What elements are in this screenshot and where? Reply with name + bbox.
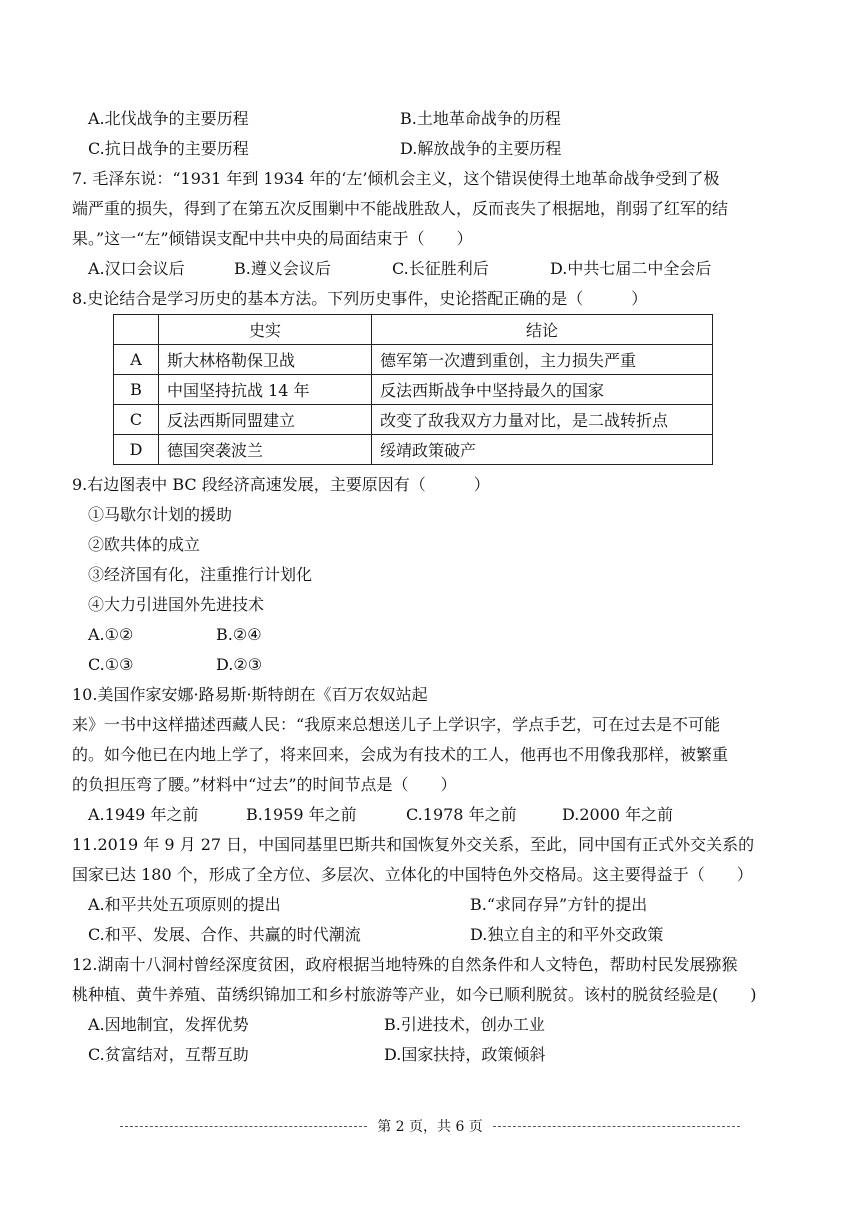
q8-header-fact: 史实: [159, 315, 372, 345]
q9-stem: 9.右边图表中 BC 段经济高速发展，主要原因有（ ）: [72, 475, 490, 494]
q9-item-2: ②欧共体的成立: [88, 535, 201, 554]
q8-row-fact: 斯大林格勒保卫战: [159, 345, 372, 375]
q11-option-a: A.和平共处五项原则的提出: [88, 895, 281, 914]
q11-option-c: C.和平、发展、合作、共赢的时代潮流: [88, 925, 361, 944]
q7-stem-line-1: 7. 毛泽东说：“1931 年到 1934 年的‘左’倾机会主义，这个错误使得土地革命战争受到了极: [72, 169, 720, 188]
q12-stem-line-2: 桃种植、黄牛养殖、苗绣织锦加工和乡村旅游等产业，如今已顺利脱贫。该村的脱贫经验是( ): [72, 985, 757, 1004]
q8-row-letter: D: [114, 435, 159, 465]
q8-row-conclusion: 反法西斯战争中坚持最久的国家: [372, 375, 713, 405]
q12-option-b: B.引进技术，创办工业: [384, 1015, 545, 1034]
q10-option-a: A.1949 年之前: [88, 805, 199, 824]
q8-header-conclusion: 结论: [372, 315, 713, 345]
q7-option-c: C.长征胜利后: [392, 259, 489, 278]
q8-row-fact: 德国突袭波兰: [159, 435, 372, 465]
q11-stem-line-2: 国家已达 180 个，形成了全方位、多层次、立体化的中国特色外交格局。这主要得益于（ ）: [72, 865, 753, 884]
q12-option-a: A.因地制宜，发挥优势: [88, 1015, 249, 1034]
q9-option-b: B.②④: [216, 625, 262, 644]
page-number: 第 2 页，共 6 页: [377, 1119, 483, 1135]
q10-option-c: C.1978 年之前: [406, 805, 517, 824]
q8-row-conclusion: 改变了敌我双方力量对比，是二战转折点: [372, 405, 713, 435]
q8-row-fact: 中国坚持抗战 14 年: [159, 375, 372, 405]
q8-row-letter: B: [114, 375, 159, 405]
q8-table: [113, 314, 713, 465]
footer-divider-left: [120, 1126, 367, 1127]
q10-option-b: B.1959 年之前: [246, 805, 357, 824]
q8-table-header-row: [114, 315, 713, 345]
q7-stem-line-3: 果。”这一“左”倾错误支配中共中央的局面结束于（ ）: [72, 229, 473, 248]
table-row: [114, 405, 713, 435]
q9-item-1: ①马歇尔计划的援助: [88, 505, 233, 524]
q6-option-a: A.北伐战争的主要历程: [88, 109, 249, 128]
q12-option-d: D.国家扶持，政策倾斜: [384, 1045, 546, 1064]
q7-stem-line-2: 端严重的损失，得到了在第五次反围剿中不能战胜敌人，反而丧失了根据地，削弱了红军的结: [72, 199, 729, 218]
q8-row-conclusion: 德军第一次遭到重创，主力损失严重: [372, 345, 713, 375]
q10-stem-line-2: 来》一书中这样描述西藏人民：“我原来总想送儿子上学识字，学点手艺，可在过去是不可能: [72, 715, 721, 734]
q11-option-d: D.独立自主的和平外交政策: [470, 925, 664, 944]
q7-option-b: B.遵义会议后: [234, 259, 331, 278]
q8-row-letter: C: [114, 405, 159, 435]
q6-option-b: B.土地革命战争的历程: [400, 109, 561, 128]
table-row: [114, 375, 713, 405]
q7-option-a: A.汉口会议后: [88, 259, 185, 278]
q9-option-d: D.②③: [216, 655, 263, 674]
q12-option-c: C.贫富结对，互帮互助: [88, 1045, 249, 1064]
q9-item-4: ④大力引进国外先进技术: [88, 595, 265, 614]
table-row: [114, 345, 713, 375]
q6-option-c: C.抗日战争的主要历程: [88, 139, 249, 158]
footer-divider-right: [493, 1126, 740, 1127]
q11-option-b: B.“求同存异”方针的提出: [470, 895, 648, 914]
q8-row-fact: 反法西斯同盟建立: [159, 405, 372, 435]
q12-stem-line-1: 12.湖南十八洞村曾经深度贫困，政府根据当地特殊的自然条件和人文特色，帮助村民发展猕猴: [72, 955, 738, 974]
q7-option-d: D.中共七届二中全会后: [550, 259, 712, 278]
q10-stem-line-3: 的。如今他已在内地上学了，将来回来，会成为有技术的工人，他再也不用像我那样，被繁重: [72, 745, 729, 764]
q10-stem-line-4: 的负担压弯了腰。”材料中“过去”的时间节点是（ ）: [72, 775, 457, 794]
q9-option-a: A.①②: [88, 625, 134, 644]
q8-header-blank: [114, 315, 159, 345]
q6-option-d: D.解放战争的主要历程: [400, 139, 562, 158]
q9-item-3: ③经济国有化，注重推行计划化: [88, 565, 313, 584]
table-row: [114, 435, 713, 465]
page-footer: [120, 1116, 740, 1136]
q11-stem-line-1: 11.2019 年 9 月 27 日，中国同基里巴斯共和国恢复外交关系，至此，同中国有正式外交关系的: [72, 835, 755, 854]
q8-row-conclusion: 绥靖政策破产: [372, 435, 713, 465]
q8-stem: 8.史论结合是学习历史的基本方法。下列历史事件，史论搭配正确的是（ ）: [72, 289, 648, 308]
q10-option-d: D.2000 年之前: [562, 805, 674, 824]
q8-row-letter: A: [114, 345, 159, 375]
q10-stem-line-1: 10.美国作家安娜·路易斯·斯特朗在《百万农奴站起: [72, 685, 428, 704]
q9-option-c: C.①③: [88, 655, 134, 674]
